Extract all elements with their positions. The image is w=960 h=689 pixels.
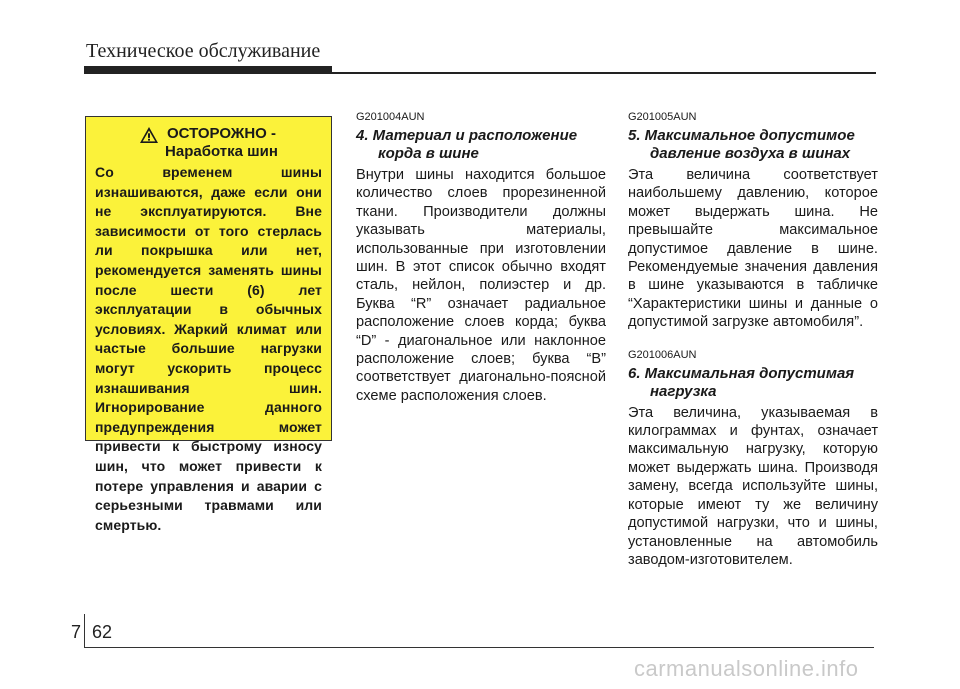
warning-header [95, 125, 322, 161]
warning-triangle-icon [139, 126, 159, 144]
page-number [71, 622, 171, 643]
warning-box [85, 116, 332, 533]
chapter-number: 7 [71, 622, 82, 642]
section-title: 6. Максимальная допустимая нагрузка [628, 364, 855, 400]
section-body: Эта величина соответствует наибольшему давлению, которое может выдержать шина. Не превышайте максимальное допустимое давление в шине. Рекомендуемые значения давления в шине указываются в табличке “Характеристики шины и данные о допустимой загрузке автомобиля”. [628, 167, 878, 331]
section-code: G201006AUN [628, 348, 697, 361]
footer-rule [84, 647, 874, 648]
section-code: G201005AUN [628, 111, 697, 123]
warning-title-line2: Наработка шин [165, 143, 278, 160]
warning-body: Со временем шины изнашиваются, даже если они не эксплуатируются. Вне зависимости от того стерлась ли покрышка или нет, рекомендуется заменять шины после шести (6) лет эксплуатации в обычных условиях. Жаркий климат или частые большие нагрузки могут ускорить процесс изнашивания шин. Игнорирование данного предупреждения может привести к быстрому износу шин, что может привести к потере управления и аварии с серьезными травмами или смертью. [95, 164, 322, 533]
section-title: 4. Материал и расположение корда в шине [356, 127, 578, 162]
section-body: Эта величина, указываемая в килограммах и фунтах, означает максимальную нагрузку, которую может выдержать шина. Производя замену, всегда используйте шины, которые имеют ту же величину допустимой нагрузки, что и шины, установленные на автомобиль заводом-изготовителем. [628, 404, 878, 568]
warning-title-line1: ОСТОРОЖНО - [166, 125, 277, 142]
page-header-title: Техническое обслуживание [86, 40, 321, 62]
page-number-value: 62 [92, 622, 113, 642]
warning-title [165, 125, 278, 161]
content-column-right [628, 110, 878, 569]
watermark: carmanualsonline.info [634, 656, 859, 681]
content-column-middle [356, 110, 606, 405]
section-body: Внутри шины находится большое количество слоев прорезиненной ткани. Производители должны указывать материалы, использованные при изготовлении шин. В этот список обычно входят сталь, нейлон, полиэстер и др. Буква “R” означает радиальное расположение слоев корда; буква “D” - диагональное или наклонное расположение слоев; буква “B” соответствует диагонально-поясной схеме расположения слоев. [356, 167, 606, 404]
header-rule-thin [84, 72, 876, 74]
section-code: G201004AUN [356, 111, 425, 123]
section-title: 5. Максимальное допустимое давление воздуха в шинах [628, 127, 855, 162]
